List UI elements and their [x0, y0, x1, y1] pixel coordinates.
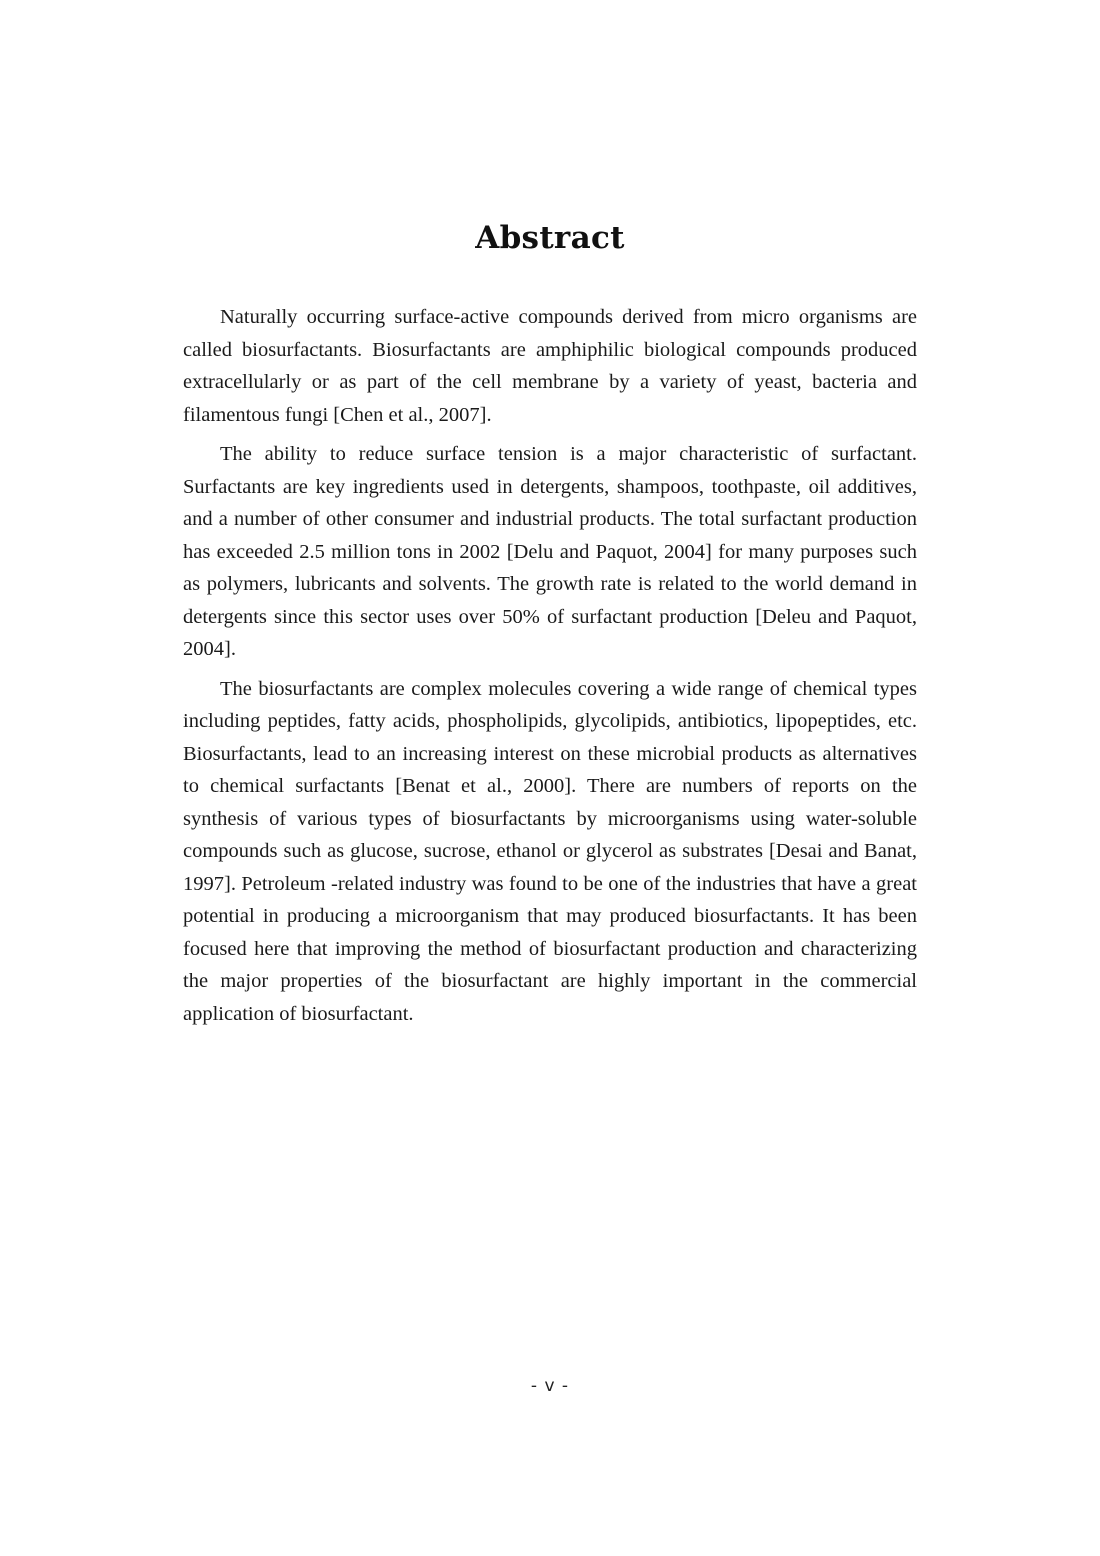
abstract-paragraph-3: The biosurfactants are complex molecules covering a wide range of chemical types including peptides, fatty acids, phospholipids, glycolipids, antibiotics, lipopeptides, etc. Biosurfactants, lead to an increasing interest on these microbial products as alternatives to chemical surfactants [Benat et al., 2000]. There are numbers of reports on the synthesis of various types of biosurfactants by microorganisms using water-soluble compounds such as glucose, sucrose, ethanol or glycerol as substrates [Desai and Banat, 1997]. Petroleum -related industry was found to be one of the industries that have a great potential in producing a microorganism that may produced biosurfactants. It has been focused here that improving the method of biosurfactant production and characterizing the major properties of the biosurfactant are highly important in the commercial application of biosurfactant. — [183, 677, 917, 1025]
abstract-paragraph-2: The ability to reduce surface tension is a major characteristic of surfactant. Surfactants are key ingredients used in detergents, shampoos, toothpaste, oil additives, and a number of other consumer and industrial products. The total surfactant production has exceeded 2.5 million tons in 2002 [Delu and Paquot, 2004] for many purposes such as polymers, lubricants and solvents. The growth rate is related to the world demand in detergents since this sector uses over 50% of surfactant production [Deleu and Paquot, 2004]. — [183, 443, 917, 660]
abstract-paragraph-1: Naturally occurring surface-active compounds derived from micro organisms are called biosurfactants. Biosurfactants are amphiphilic biological compounds produced extracellularly or as part of the cell membrane by a variety of yeast, bacteria and filamentous fungi [Chen et al., 2007]. — [183, 306, 917, 426]
page-number: - v - — [530, 1376, 570, 1396]
page-title: Abstract — [475, 220, 625, 256]
abstract-body — [183, 301, 917, 1037]
